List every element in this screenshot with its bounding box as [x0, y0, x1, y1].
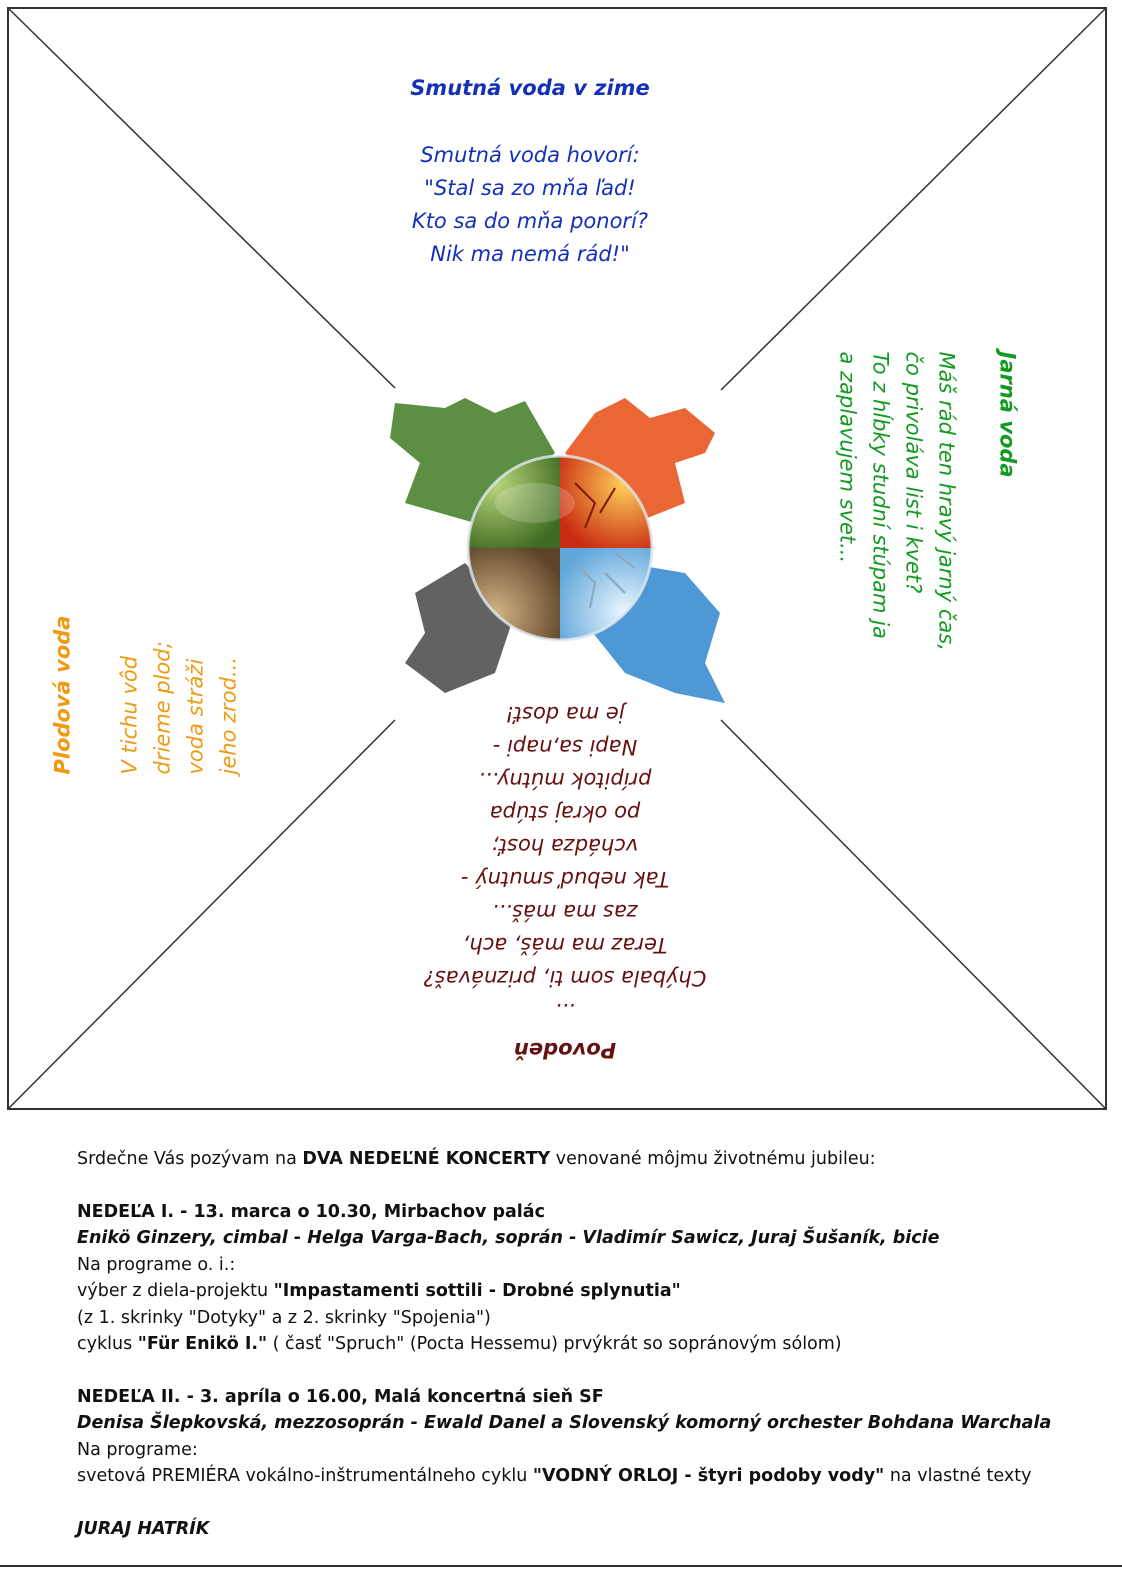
poem-flood [365, 697, 765, 1066]
concert1-program-line1: výber z diela-projektu "Impastamenti sottili - Drobné splynutia" [77, 1281, 681, 1301]
poem-line: a zaplavujem svet... [835, 351, 860, 564]
poem-title: Smutná voda v zime [410, 76, 650, 100]
poem-line: Napi sa,napi - [492, 735, 638, 759]
poem-line: Tak nebuď smutný - [460, 867, 670, 891]
fold-line-bottom-left [8, 720, 395, 1109]
poem-line: "Stal sa zo mňa ľad! [424, 176, 636, 200]
poem-line: Smutná voda hovorí: [420, 143, 640, 167]
intro-text: Srdečne Vás pozývam na [77, 1149, 303, 1169]
poem-line: po okraj stúpa [489, 801, 641, 825]
poem-line: Máš rád ten hravý jarný čas, [934, 351, 959, 651]
concert1-program-line3: cyklus "Für Enikö I." ( časť "Spruch" (Pocta Hessemu) prvýkrát so sopránovým sólom) [77, 1334, 842, 1354]
poem-line: vchádza hosť; [491, 834, 639, 858]
poem-title: Povodeň [513, 1038, 617, 1062]
poem-line: jeho zrod... [216, 657, 241, 775]
poem-line: V tichu vôd [117, 655, 142, 775]
poem-amniotic-water [47, 415, 246, 775]
four-elements-globe-icon [385, 393, 730, 713]
poem-winter-water [330, 72, 730, 271]
poem-line: To z hĺbky studní stúpam ja [868, 351, 893, 639]
invitation-text [77, 1146, 1077, 1542]
poem-line: zas ma máš... [492, 900, 638, 924]
poem-title: Jarná voda [995, 351, 1020, 478]
poem-line: Teraz ma máš, ach, [462, 933, 668, 957]
concert1-performers: Enikö Ginzery, cimbal - Helga Varga-Bach, soprán - Vladimír Sawicz, Juraj Šušaník, bicie [77, 1228, 940, 1248]
poem-spring-water [831, 352, 1024, 782]
poem-line: voda stráži [183, 658, 208, 775]
poem-line: Kto sa do mňa ponorí? [411, 209, 649, 233]
concert2-program-label: Na programe: [77, 1439, 198, 1460]
concert1-program-line2: (z 1. skrinky "Dotyky" a z 2. skrinky "Spojenia") [77, 1307, 491, 1328]
poem-line: drieme plod; [150, 641, 175, 775]
poem-line: prípitok mútny... [478, 768, 652, 792]
poem-line: Nik ma nemá rád!" [430, 242, 630, 266]
fold-line-top-right [721, 8, 1106, 390]
poem-line: Chýbala som ti, priznávaš? [423, 966, 707, 990]
intro-highlight: DVA NEDEĽNÉ KONCERTY [302, 1149, 551, 1169]
concert1-heading: NEDEĽA I. - 13. marca o 10.30, Mirbachov palác [77, 1201, 545, 1222]
concert1-program-label: Na programe o. i.: [77, 1254, 236, 1275]
poem-line: čo privoláva list i kvet? [901, 351, 926, 594]
poem-line: je ma dosť! [505, 702, 625, 726]
intro-text-end: venované môjmu životnému jubileu: [550, 1149, 876, 1169]
poem-line: ... [554, 999, 576, 1023]
bottom-rule [0, 1565, 1122, 1567]
concert2-program-line1: svetová PREMIÉRA vokálno-inštrumentálneho cyklu "VODNÝ ORLOJ - štyri podoby vody" na vlastné texty [77, 1466, 1032, 1486]
concert2-performers: Denisa Šlepkovská, mezzosoprán - Ewald Danel a Slovenský komorný orchester Bohdana Warchala [77, 1413, 1052, 1433]
invitation-intro [77, 1146, 1077, 1173]
concert2-heading: NEDEĽA II. - 3. apríla o 16.00, Malá koncertná sieň SF [77, 1386, 604, 1407]
signature: JURAJ HATRÍK [77, 1518, 210, 1539]
poem-title: Plodová voda [50, 615, 75, 775]
